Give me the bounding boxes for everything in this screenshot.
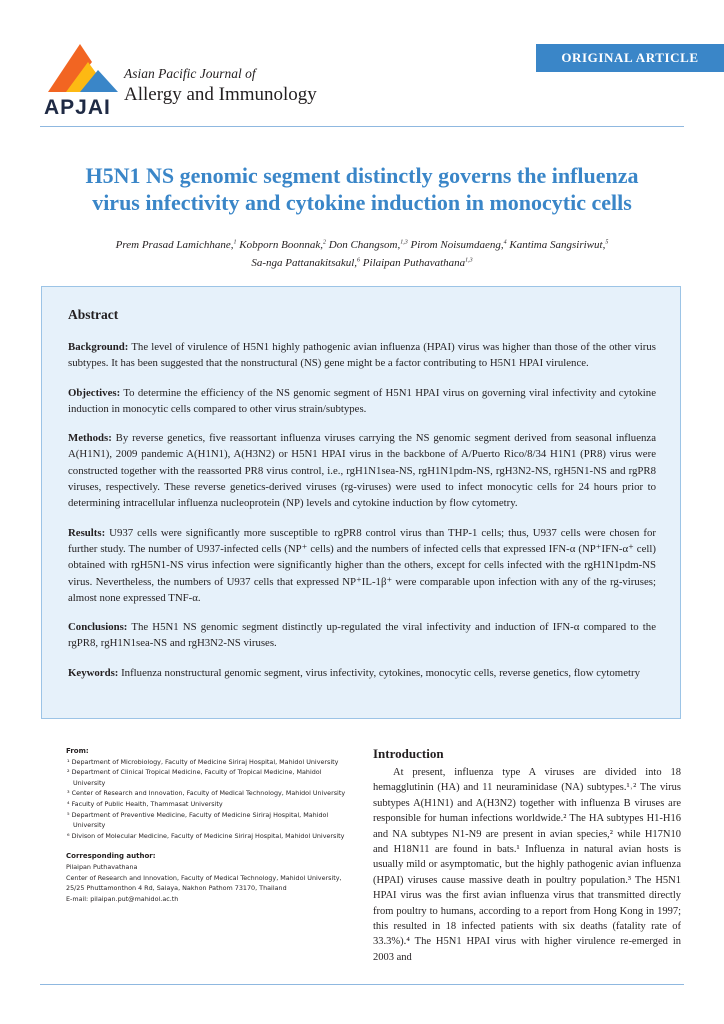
abstract-results (68, 525, 656, 606)
author-affiliation-sup: 6 (357, 257, 361, 264)
abstract-objectives-text: To determine the efficiency of the NS genomic segment of H5N1 HPAI virus on governing viral infectivity and cytokine induction in monocytic cells compared to other virus strain/subtypes. (68, 386, 656, 415)
corresponding-author-line: Pilaipan Puthavathana (66, 862, 138, 871)
author-affiliation-sup: 1,3 (400, 239, 408, 246)
article-type-banner: ORIGINAL ARTICLE (536, 44, 724, 72)
abstract-keywords-text: Influenza nonstructural genomic segment, virus infectivity, cytokines, monocytic cells, reverse genetics, flow cytometry (118, 666, 640, 679)
abstract-conclusions-label: Conclusions: (68, 621, 128, 634)
logo-text: APJAI (44, 96, 111, 119)
footer-divider (40, 984, 684, 985)
abstract-keywords (68, 665, 656, 681)
abstract-background-label: Background: (68, 341, 129, 353)
corresponding-author-line: Center of Research and Innovation, Faculty of Medical Technology, Mahidol University, (66, 873, 342, 882)
author-list (60, 236, 664, 272)
header-divider (40, 126, 684, 127)
corresponding-author (66, 851, 348, 904)
abstract-box (41, 286, 681, 719)
abstract-background (68, 339, 656, 372)
title-line1: H5N1 NS genomic segment distinctly governs the influenza (85, 163, 639, 188)
article-title (40, 162, 684, 216)
abstract-conclusions-text: The H5N1 NS genomic segment distinctly up-regulated the viral infectivity and induction of IFN-α compared to the rgPR8, rgH1N1sea-NS and rgH3N2-NS viruses. (68, 621, 656, 650)
corresponding-author-email: E-mail: pilaipan.put@mahidol.ac.th (66, 894, 179, 903)
affiliation-item: ³ Center of Research and Innovation, Faculty of Medical Technology, Mahidol University (67, 789, 346, 798)
affiliation-item: ⁵ Department of Preventive Medicine, Faculty of Medicine Siriraj Hospital, Mahidol University (67, 810, 329, 830)
abstract-keywords-label: Keywords: (68, 666, 119, 679)
abstract-results-text: U937 cells were significantly more susceptible to rgPR8 control virus than THP-1 cells; thus, U937 cells were chosen for further study. The number of U937-infected cells (NP⁺ cells) and the numbers of infected cells that expressed IFN-α (NP⁺IFN-α⁺ cell) obtained with rgH5N1-NS virus infection were significantly higher than the others, except for cells infected with the rgH1N1pdm-NS virus. Nevertheless, the numbers of U937 cells that expressed NP⁺IL-1β⁺ were comparable upon infection with any of the rg-viruses; almost none expressed TNF-α. (68, 526, 656, 604)
abstract-objectives (68, 385, 656, 418)
author-line1 (60, 236, 664, 254)
affiliations-heading: From: (66, 747, 89, 755)
author-affiliation-sup: 2 (323, 239, 326, 246)
affiliation-item: ⁴ Faculty of Public Health, Thammasat University (67, 799, 223, 808)
introduction-heading: Introduction (373, 746, 444, 761)
author-name: Sa-nga Pattanakitsakul, (251, 257, 358, 269)
abstract-conclusions (68, 619, 656, 652)
journal-name-line2: Allergy and Immunology (124, 84, 317, 105)
introduction-body: At present, influenza type A viruses are divided into 18 hemagglutinin (HA) and 11 neuraminidase (NA) subtypes.¹˒² The virus subtypes A(H1N1) and A(H3N2) together with influenza B viruses are responsible for human infections worldwide.² The HA subtypes H1-H16 and NA subtypes N1-N9 are present in avian species,² while H17N10 and H18N11 are found in bats.¹ Influenza in natural avian hosts is usually mild or asymptomatic, but the highly pathogenic avian influenza (HPAI) viruses cause massive death in poultry population.³ The H5N1 HPAI virus was the first avian influenza virus that transmitted directly from poultry to humans, according to a report from Hong Kong in 1997; this resulted in 18 infected patients with six deaths (fatality rate of 33.3%).⁴ The H5N1 HPAI virus with higher virulence re-emerged in 2003 and (373, 767, 681, 963)
affiliation-item: ⁶ Divison of Molecular Medicine, Faculty of Medicine Siriraj Hospital, Mahidol University (67, 831, 345, 840)
abstract-heading: Abstract (68, 307, 119, 322)
author-name: Pilaipan Puthavathana (360, 257, 466, 269)
abstract-methods-text: By reverse genetics, five reassortant influenza viruses carrying the NS genomic segment derived from seasonal influenza A(H1N1), 2009 pandemic A(H1N1), A(H3N2) or H5N1 HPAI virus in the backbone of A/Puerto Rico/8/34 H1N1 (PR8) virus were constructed together with the reassorted PR8 virus control, i.e., rgH1N1sea-NS, rgH1N1pdm-NS, rgH3N2-NS, rgH5N1-NS and rgPR8 viruses, respectively. These reverse genetics-derived viruses (rg-viruses) were used to infect monocytic cells for 24 hours prior to determining intracellular influenza nucleoprotein (NP) levels and cytokine induction by flow cytometry. (68, 432, 656, 510)
abstract-objectives-label: Objectives: (68, 386, 121, 399)
author-affiliation-sup: 1,3 (465, 257, 473, 264)
author-name: Kobporn Boonnak, (236, 239, 323, 251)
author-affiliation-sup: 4 (503, 239, 507, 246)
author-name: Prem Prasad Lamichhane, (115, 239, 234, 251)
title-line2: virus infectivity and cytokine induction in monocytic cells (92, 190, 632, 215)
author-name: Don Changsom, (326, 239, 401, 251)
author-name: Pirom Noisumdaeng, (407, 239, 504, 251)
corresponding-author-heading: Corresponding author: (66, 852, 156, 861)
affiliations-block (66, 746, 348, 904)
affiliation-item: ² Department of Clinical Tropical Medicine, Faculty of Tropical Medicine, Mahidol University (67, 768, 322, 787)
abstract-methods-label: Methods: (68, 432, 112, 445)
abstract-results-label: Results: (68, 526, 106, 539)
author-affiliation-sup: 1 (233, 239, 237, 246)
abstract-methods (68, 430, 656, 511)
abstract-background-text: The level of virulence of H5N1 highly pathogenic avian influenza (HPAI) virus was higher than those of the other virus subtypes. It has been suggested that the nonstructural (NS) gene might be a factor contributing to H5N1 HPAI virulence. (68, 341, 656, 370)
author-affiliation-sup: 5 (605, 239, 609, 246)
journal-name-line1: Asian Pacific Journal of (124, 66, 256, 81)
affiliation-item: ¹ Department of Microbiology, Faculty of Medicine Siriraj Hospital, Mahidol University (67, 757, 339, 766)
corresponding-author-line: 25/25 Phuttamonthon 4 Rd, Salaya, Nakhon Pathom 73170, Thailand (66, 884, 287, 893)
introduction-section (373, 746, 681, 965)
author-line2 (60, 254, 664, 272)
author-name: Kantima Sangsiriwut, (506, 239, 606, 251)
